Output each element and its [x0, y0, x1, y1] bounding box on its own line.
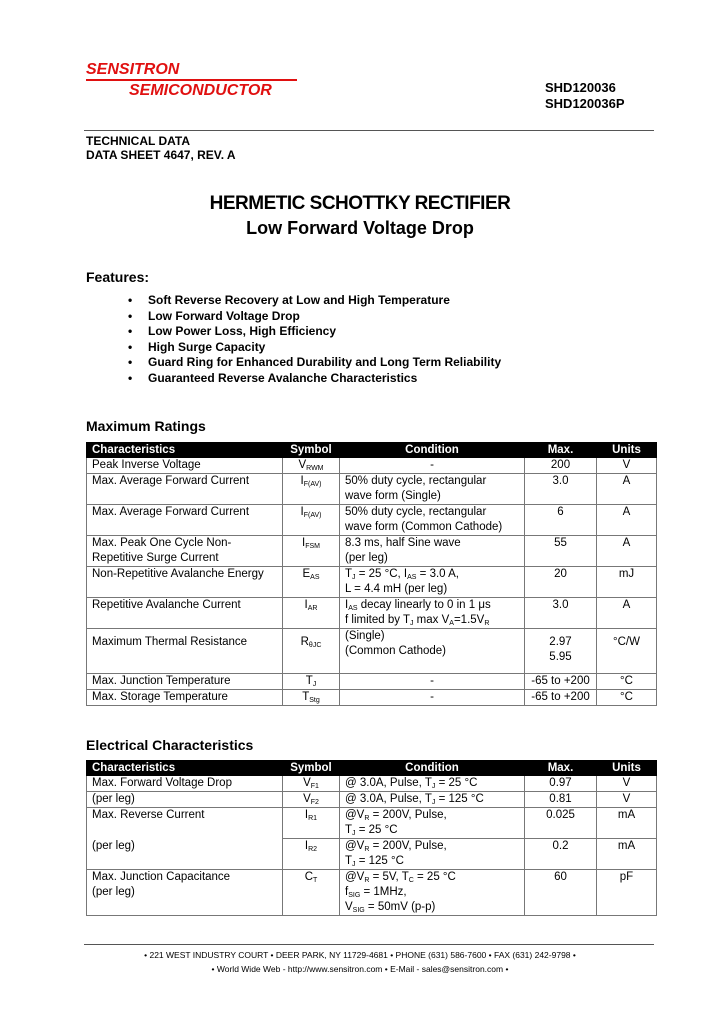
features-list	[128, 293, 501, 387]
list-item: • Low Power Loss, High Efficiency	[128, 324, 501, 340]
table-header	[87, 761, 657, 776]
max-ratings-heading: Maximum Ratings	[86, 418, 206, 434]
col-header: Units	[597, 443, 657, 458]
part-number: SHD120036	[545, 80, 616, 95]
electrical-table	[86, 760, 657, 916]
col-header: Characteristics	[87, 761, 283, 776]
table-row: Max. Reverse Current $I_{R1}$ $@V_R = 200V$, Pulse, $T_J = 25$ °C 0.025 mA	[87, 808, 657, 839]
table-header	[87, 443, 657, 458]
table-row: (per leg) $I_{R2}$ $@V_R = 200V$, Pulse, $T_J = 125$ °C 0.2 mA	[87, 839, 657, 870]
table-row: Peak Inverse Voltage $V_{RWM}$ - 200 V	[87, 458, 657, 474]
footer-address: • 221 WEST INDUSTRY COURT • DEER PARK, NY 11729-4681 • PHONE (631) 586-7600 • FAX (631) 242-9798 •	[144, 950, 576, 960]
brand-underline	[86, 79, 297, 81]
col-header: Max.	[525, 443, 597, 458]
table-row: Max. Average Forward Current $I_{F(AV)}$ 50% duty cycle, rectangular wave form (Common Cathode) 6 A	[87, 505, 657, 536]
footer-contact: • World Wide Web - http://www.sensitron.com • E-Mail - sales@sensitron.com •	[211, 964, 509, 974]
table-row: Max. Average Forward Current $I_{F(AV)}$ 50% duty cycle, rectangular wave form (Single) 3.0 A	[87, 474, 657, 505]
table-row: Non-Repetitive Avalanche Energy $E_{AS}$ $T_J = 25$ °C, $I_{AS} = 3.0$ A, L = 4.4 mH (per leg) 20 mJ	[87, 567, 657, 598]
technical-data-label: TECHNICAL DATA	[86, 134, 190, 148]
table-row: Max. Peak One Cycle Non- Repetitive Surge Current $I_{FSM}$ 8.3 ms, half Sine wave (per leg) 55 A	[87, 536, 657, 567]
header-divider	[84, 130, 654, 131]
table-row: Max. Storage Temperature $T_{Stg}$ - -65 to +200 °C	[87, 690, 657, 706]
max-ratings-table	[86, 442, 657, 706]
table-row: Maximum Thermal Resistance $R_{\theta JC}$ (Single) (Common Cathode) 2.97 5.95 °C/W	[87, 629, 657, 674]
footer-divider	[84, 944, 654, 945]
list-item: • Soft Reverse Recovery at Low and High Temperature	[128, 293, 501, 309]
list-item: • Guard Ring for Enhanced Durability and Long Term Reliability	[128, 355, 501, 371]
table-row: Max. Forward Voltage Drop $V_{F1}$ @ 3.0A, Pulse, $T_J = 25$ °C 0.97 V	[87, 776, 657, 792]
col-header: Max.	[525, 761, 597, 776]
brand-name: SENSITRON	[86, 61, 180, 78]
list-item: • High Surge Capacity	[128, 340, 501, 356]
col-header: Symbol	[283, 443, 340, 458]
page-subtitle: Low Forward Voltage Drop	[246, 218, 474, 238]
col-header: Condition	[340, 443, 525, 458]
brand-subname: SEMICONDUCTOR	[129, 82, 272, 99]
table-row: Max. Junction Temperature $T_J$ - -65 to +200 °C	[87, 674, 657, 690]
part-number-p: SHD120036P	[545, 96, 625, 111]
col-header: Units	[597, 761, 657, 776]
datasheet-rev: DATA SHEET 4647, REV. A	[86, 148, 236, 162]
table-row: (per leg) $V_{F2}$ @ 3.0A, Pulse, $T_J = 125$ °C 0.81 V	[87, 792, 657, 808]
col-header: Characteristics	[87, 443, 283, 458]
features-heading: Features:	[86, 269, 150, 285]
table-row: Max. Junction Capacitance (per leg) $C_T$ $@V_R = 5V$, $T_C = 25$ °C $f_{SIG} = 1MHz$, $V_{SIG} = 50mV$ (p-p) 60 pF	[87, 870, 657, 916]
col-header: Condition	[340, 761, 525, 776]
col-header: Symbol	[283, 761, 340, 776]
list-item: • Low Forward Voltage Drop	[128, 309, 501, 325]
page-title: HERMETIC SCHOTTKY RECTIFIER	[209, 193, 511, 214]
electrical-heading: Electrical Characteristics	[86, 737, 254, 753]
list-item: • Guaranteed Reverse Avalanche Characteristics	[128, 371, 501, 387]
table-row: Repetitive Avalanche Current $I_{AR}$ $I_{AS}$ decay linearly to 0 in 1 μs f limited by $T_J$ $\max V_A=1.5V_R$ 3.0 A	[87, 598, 657, 629]
